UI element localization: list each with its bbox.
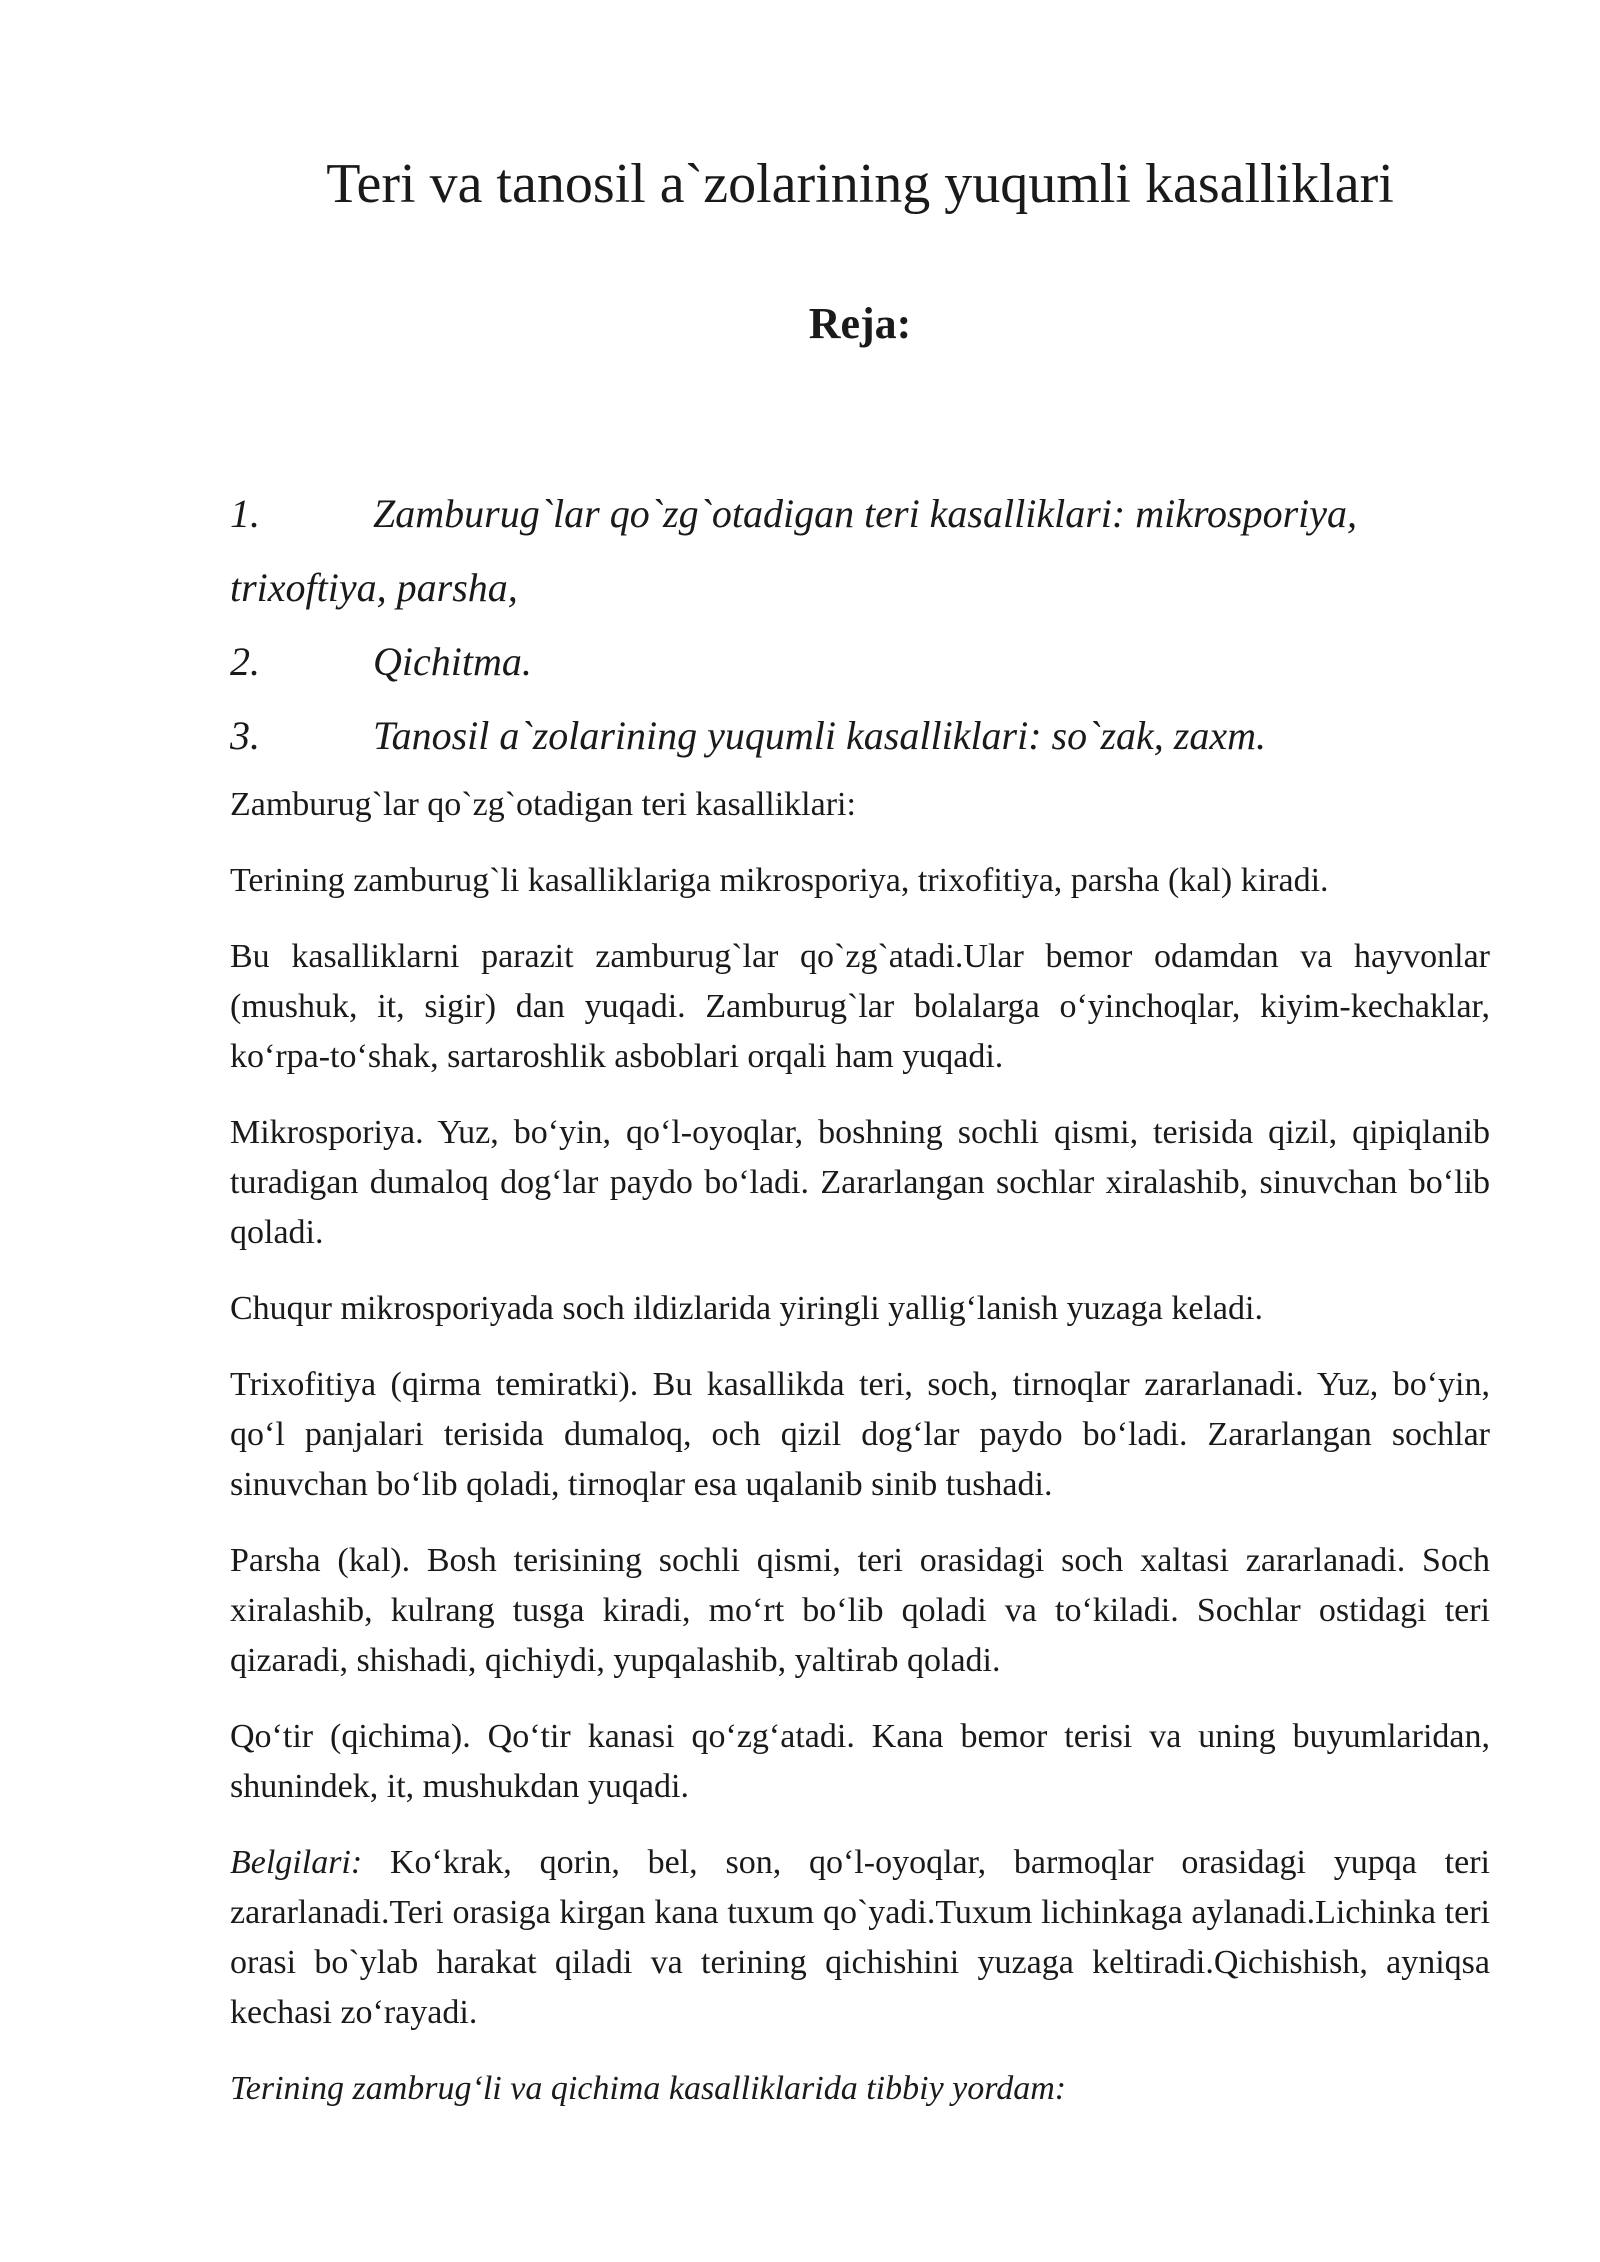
plan-item-text: Tanosil a`zolarining yuqumli kasalliklari: so`zak, zaxm. — [373, 713, 1266, 758]
plan-item-text-continued: trixoftiya, parsha, — [230, 565, 518, 610]
paragraph: Qo‘tir (qichima). Qo‘tir kanasi qo‘zg‘atadi. Kana bemor terisi va uning buyumlaridan, shunindek, it, mushukdan yuqadi. — [230, 1718, 1490, 1805]
plan-heading: Reja: — [808, 299, 912, 348]
plan-item-number: 2. — [230, 639, 260, 684]
plan-item — [230, 634, 1490, 708]
plan-list — [230, 486, 1490, 782]
paragraph: Mikrosporiya. Yuz, bo‘yin, qo‘l-oyoqlar, boshning sochli qismi, terisida qizil, qipiqlanib turadigan dumaloq dog‘lar paydo bo‘ladi. Zararlangan sochlar xiralashib, sinuvchan bo‘lib qoladi. — [230, 1114, 1490, 1251]
paragraph-text: Ko‘krak, qorin, bel, son, qo‘l-oyoqlar, barmoqlar orasidagi yupqa teri zararlanadi.Teri orasiga kirgan kana tuxum qo`yadi.Tuxum lichinkaga aylanadi.Lichinka teri orasi bo`ylab harakat qiladi va terining qichishini yuzaga keltiradi.Qichishish, ayniqsa kechasi zo‘rayadi. — [230, 1844, 1490, 2031]
plan-item-number: 3. — [230, 713, 260, 758]
document-title: Teri va tanosil a`zolarining yuqumli kasalliklari — [326, 153, 1394, 215]
plan-item-text: Zamburug`lar qo`zg`otadigan teri kasalliklari: mikrosporiya, — [373, 491, 1358, 536]
paragraph: Terining zamburug`li kasalliklariga mikrosporiya, trixofitiya, parsha (kal) kiradi. — [230, 862, 1329, 899]
paragraph: Parsha (kal). Bosh terisining sochli qismi, teri orasidagi soch xaltasi zararlanadi. Soch xiralashib, kulrang tusga kiradi, mo‘rt bo‘lib qoladi va to‘kiladi. Sochlar ostidagi teri qizaradi, shishadi, qichiydi, yupqalashib, yaltirab qoladi. — [230, 1542, 1490, 1679]
plan-item-text: Qichitma. — [373, 639, 532, 684]
paragraph-lead: Belgilari: — [230, 1844, 363, 1881]
section-heading: Zamburug`lar qo`zg`otadigan teri kasalliklari: — [230, 786, 856, 823]
paragraph — [230, 1838, 1490, 2038]
paragraph: Chuqur mikrosporiyada soch ildizlarida yiringli yallig‘lanish yuzaga keladi. — [230, 1290, 1263, 1327]
section-heading: Terining zambrug‘li va qichima kasalliklarida tibbiy yordam: — [230, 2070, 1067, 2107]
plan-item-number: 1. — [230, 491, 260, 536]
paragraph: Bu kasalliklarni parazit zamburug`lar qo`zg`atadi.Ular bemor odamdan va hayvonlar (mushuk, it, sigir) dan yuqadi. Zamburug`lar bolalarga o‘yinchoqlar, kiyim-kechaklar, ko‘rpa-to‘shak, sartaroshlik asboblari orqali ham yuqadi. — [230, 938, 1490, 1075]
paragraph: Trixofitiya (qirma temiratki). Bu kasallikda teri, soch, tirnoqlar zararlanadi. Yuz, bo‘yin, qo‘l panjalari terisida dumaloq, och qizil dog‘lar paydo bo‘ladi. Zararlangan sochlar sinuvchan bo‘lib qoladi, tirnoqlar esa uqalanib sinib tushadi. — [230, 1366, 1490, 1503]
plan-item — [230, 708, 1490, 782]
document-body — [230, 780, 1490, 2140]
plan-item-continuation — [230, 560, 1490, 634]
plan-item — [230, 486, 1490, 560]
